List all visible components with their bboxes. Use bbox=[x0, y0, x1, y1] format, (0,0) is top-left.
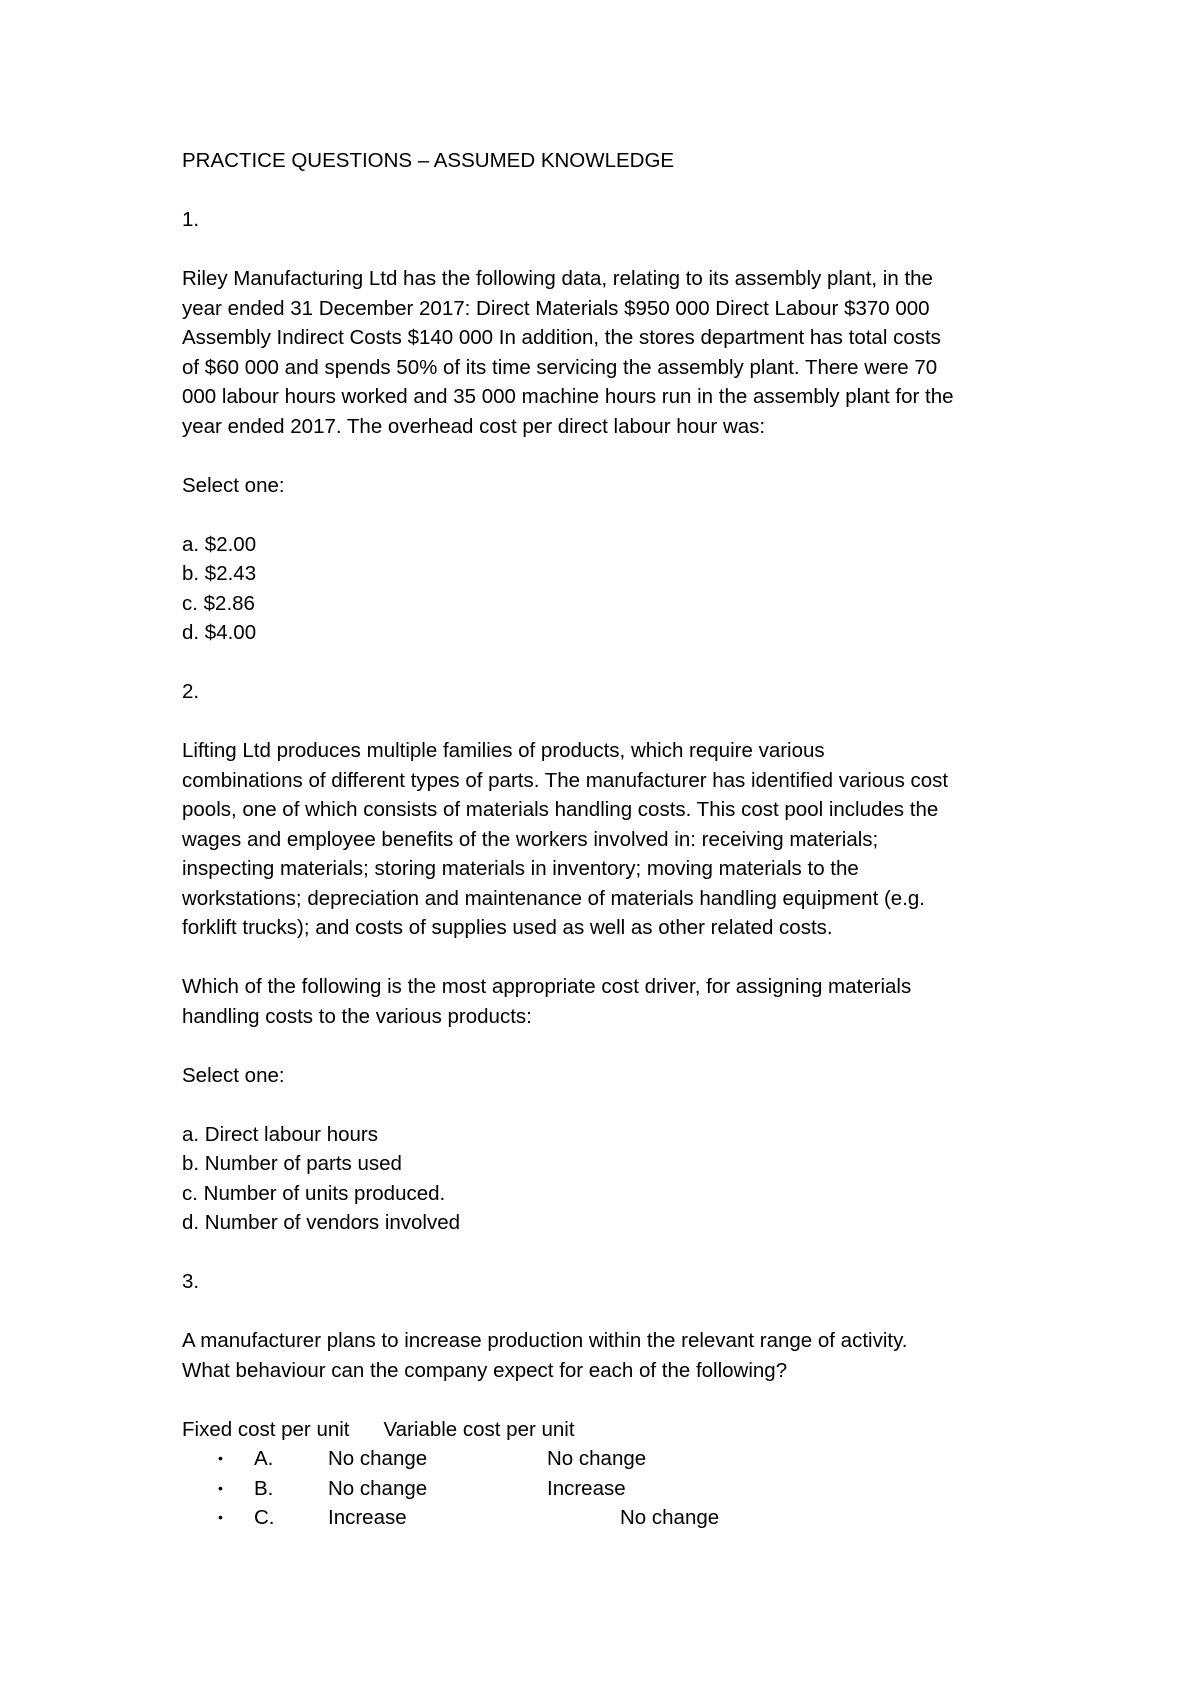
question-text-line: Which of the following is the most appropriate cost driver, for assigning materials bbox=[182, 975, 912, 998]
question-text-line: of $60 000 and spends 50% of its time servicing the assembly plant. There were 70 bbox=[182, 355, 938, 379]
question-number: 2. bbox=[182, 680, 200, 703]
variable-cost-value: Increase bbox=[547, 1476, 626, 1500]
fixed-cost-value: No change bbox=[328, 1476, 428, 1500]
bullet-icon: • bbox=[218, 1479, 223, 1496]
question-text bbox=[182, 1326, 1042, 1385]
select-prompt: Select one: bbox=[182, 473, 285, 497]
question-text-line: year ended 2017. The overhead cost per direct labour hour was: bbox=[182, 414, 766, 438]
question-text-line: What behaviour can the company expect for each of the following? bbox=[182, 1358, 788, 1382]
list-item bbox=[182, 1474, 1042, 1504]
variable-cost-value: No change bbox=[620, 1506, 720, 1529]
answer-option: d. $4.00 bbox=[182, 621, 257, 644]
question-text-line: year ended 31 December 2017: Direct Materials $950 000 Direct Labour $370 000 bbox=[182, 296, 930, 320]
question-text bbox=[182, 736, 1042, 943]
question-number: 1. bbox=[182, 208, 200, 231]
answer-option: c. $2.86 bbox=[182, 591, 255, 615]
answer-option: a. $2.00 bbox=[182, 532, 257, 556]
variable-cost-value: No change bbox=[547, 1447, 647, 1470]
question-text-line: handling costs to the various products: bbox=[182, 1004, 532, 1028]
answer-options bbox=[182, 1120, 1042, 1238]
option-letter: A. bbox=[254, 1447, 274, 1470]
question-text-line: workstations; depreciation and maintenance of materials handling equipment (e.g. bbox=[182, 886, 925, 910]
answer-option: b. Number of parts used bbox=[182, 1152, 402, 1175]
variable-cost-header: Variable cost per unit bbox=[383, 1417, 575, 1441]
fixed-cost-value: Increase bbox=[328, 1506, 407, 1529]
question-text-line: A manufacturer plans to increase production within the relevant range of activity. bbox=[182, 1329, 908, 1352]
document-page bbox=[182, 146, 1042, 1533]
cost-table-header bbox=[182, 1415, 1042, 1445]
question-number: 3. bbox=[182, 1270, 200, 1293]
answer-option: c. Number of units produced. bbox=[182, 1181, 446, 1205]
answer-option: a. Direct labour hours bbox=[182, 1122, 378, 1146]
bullet-icon: • bbox=[218, 1450, 223, 1466]
list-item bbox=[182, 1444, 1042, 1474]
answer-option: b. $2.43 bbox=[182, 562, 257, 585]
question-text-line: forklift trucks); and costs of supplies used as well as other related costs. bbox=[182, 916, 833, 939]
question-text bbox=[182, 264, 1042, 441]
list-item bbox=[182, 1503, 1042, 1533]
question-text-line: Lifting Ltd produces multiple families of products, which require various bbox=[182, 739, 825, 762]
question-text-line: Assembly Indirect Costs $140 000 In addition, the stores department has total costs bbox=[182, 326, 941, 349]
fixed-cost-header: Fixed cost per unit bbox=[182, 1417, 350, 1441]
question-text-line: Riley Manufacturing Ltd has the following data, relating to its assembly plant, in the bbox=[182, 267, 933, 290]
cost-behaviour-list bbox=[182, 1444, 1042, 1533]
answer-option: d. Number of vendors involved bbox=[182, 1211, 461, 1234]
question-text-line: inspecting materials; storing materials in inventory; moving materials to the bbox=[182, 857, 859, 880]
document-title: PRACTICE QUESTIONS – ASSUMED KNOWLEDGE bbox=[182, 149, 675, 172]
question-text-line: pools, one of which consists of materials handling costs. This cost pool includes the bbox=[182, 798, 939, 821]
select-prompt: Select one: bbox=[182, 1063, 285, 1087]
option-letter: C. bbox=[254, 1506, 275, 1529]
option-letter: B. bbox=[254, 1476, 274, 1500]
question-text-line: wages and employee benefits of the workers involved in: receiving materials; bbox=[182, 827, 879, 851]
bullet-icon: • bbox=[218, 1509, 223, 1525]
question-prompt bbox=[182, 972, 1042, 1031]
question-text-line: combinations of different types of parts. The manufacturer has identified various cost bbox=[182, 768, 949, 792]
question-text-line: 000 labour hours worked and 35 000 machine hours run in the assembly plant for the bbox=[182, 385, 954, 408]
fixed-cost-value: No change bbox=[328, 1447, 428, 1470]
answer-options bbox=[182, 530, 1042, 648]
